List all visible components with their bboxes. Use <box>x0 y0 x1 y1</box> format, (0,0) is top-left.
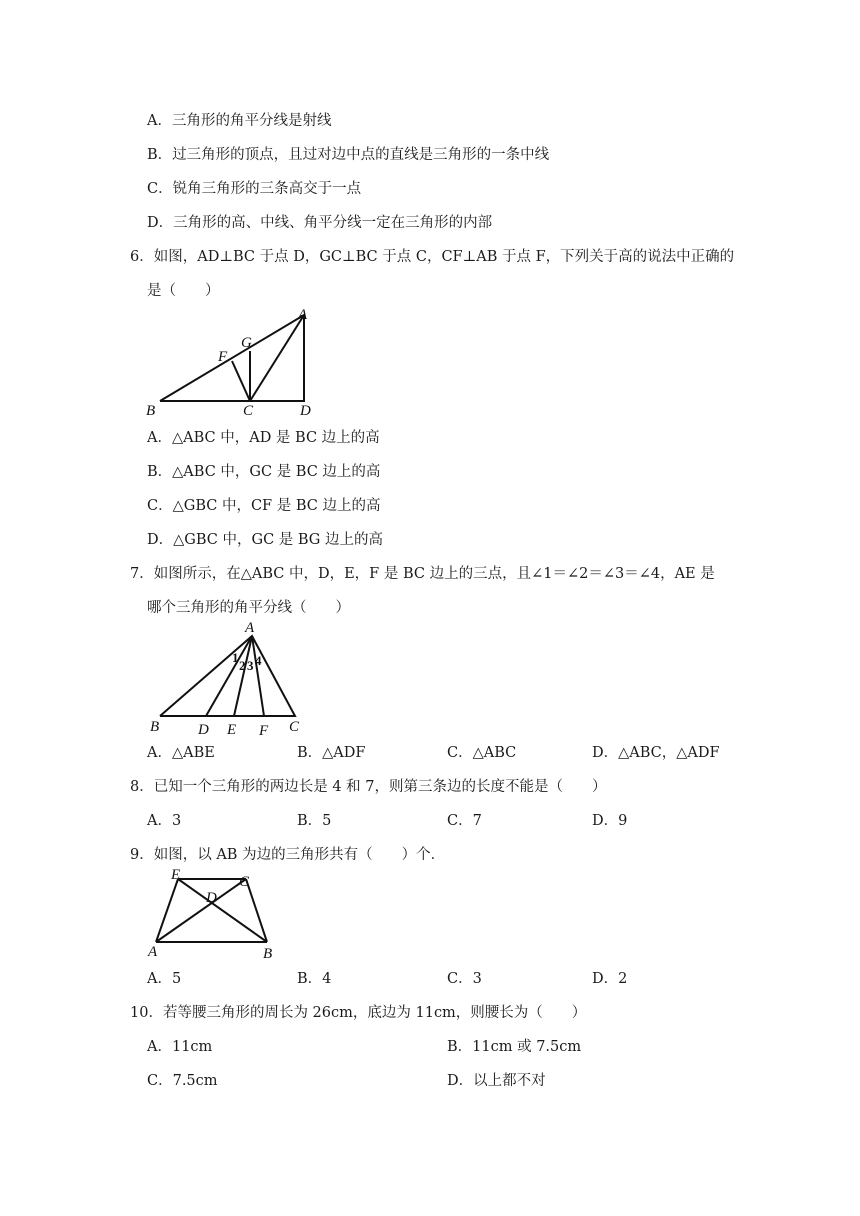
q7-angle-2: 2 <box>239 658 246 673</box>
q7-triangle-abc <box>160 636 295 716</box>
q9-option-b: B．4 <box>297 971 332 987</box>
q7-angle-3: 3 <box>247 658 254 673</box>
q8-option-c: C．7 <box>447 813 482 829</box>
q10-option-d: D．以上都不对 <box>447 1073 546 1089</box>
q9-label-b: B <box>263 946 273 962</box>
q9-segment-ae <box>156 879 178 942</box>
q6-label-b: B <box>146 403 156 419</box>
q7-option-b: B．△ADF <box>297 745 366 761</box>
q6-option-d: D．△GBC 中，GC 是 BG 边上的高 <box>147 532 383 548</box>
q5-option-a: A．三角形的角平分线是射线 <box>147 113 332 129</box>
q6-stem-line2: 是（ ） <box>147 283 220 299</box>
q9-segment-eb <box>178 879 267 942</box>
q8-option-d: D．9 <box>592 813 628 829</box>
q9-stem: 9．如图，以 AB 为边的三角形共有（ ）个． <box>130 847 446 863</box>
q7-label-b: B <box>150 719 160 735</box>
q8-option-a: A．3 <box>147 813 182 829</box>
q9-label-e: E <box>171 867 181 883</box>
q8-option-b: B．5 <box>297 813 332 829</box>
q6-option-a: A．△ABC 中，AD 是 BC 边上的高 <box>147 430 380 446</box>
q7-segment-ad <box>206 636 252 716</box>
q7-label-d: D <box>198 722 209 738</box>
q7-stem-line2: 哪个三角形的角平分线（ ） <box>147 600 350 616</box>
q10-option-a: A．11cm <box>147 1039 213 1055</box>
q7-label-f: F <box>259 723 269 739</box>
q9-option-c: C．3 <box>447 971 482 987</box>
q7-option-d: D．△ABC，△ADF <box>592 745 720 761</box>
q6-label-g: G <box>241 335 252 351</box>
q9-segment-bc <box>246 879 267 942</box>
q6-label-c: C <box>243 403 254 419</box>
q7-option-c: C．△ABC <box>447 745 517 761</box>
q9-segment-ac <box>156 879 246 942</box>
q6-segment-cf <box>232 361 250 401</box>
q9-label-a: A <box>148 944 158 960</box>
q10-option-b: B．11cm 或 7.5cm <box>447 1039 582 1055</box>
q7-stem-line1: 7．如图所示，在△ABC 中，D，E，F 是 BC 边上的三点，且∠1＝∠2＝∠3＝∠4，AE 是 <box>130 566 715 582</box>
q7-figure <box>140 620 320 740</box>
q6-label-d: D <box>300 403 311 419</box>
q7-angle-1: 1 <box>232 650 239 665</box>
q6-figure <box>140 305 330 420</box>
q7-label-a: A <box>245 620 255 636</box>
q8-stem: 8．已知一个三角形的两边长是 4 和 7，则第三条边的长度不能是（ ） <box>130 779 607 795</box>
q7-label-e: E <box>227 722 237 738</box>
q7-option-a: A．△ABE <box>147 745 215 761</box>
q5-option-d: D．三角形的高、中线、角平分线一定在三角形的内部 <box>147 215 493 231</box>
q6-triangle-abd <box>160 315 304 401</box>
q6-option-b: B．△ABC 中，GC 是 BC 边上的高 <box>147 464 381 480</box>
q6-label-a: A <box>298 307 308 323</box>
q6-label-f: F <box>218 349 228 365</box>
q5-option-b: B．过三角形的顶点，且过对边中点的直线是三角形的一条中线 <box>147 147 550 163</box>
q9-figure <box>140 866 290 966</box>
q10-option-c: C．7.5cm <box>147 1073 218 1089</box>
q6-stem-line1: 6．如图，AD⊥BC 于点 D，GC⊥BC 于点 C，CF⊥AB 于点 F，下列关于高的说法中正确的 <box>130 249 735 265</box>
q7-angle-4: 4 <box>255 653 262 668</box>
q5-option-c: C．锐角三角形的三条高交于一点 <box>147 181 362 197</box>
q10-stem: 10．若等腰三角形的周长为 26cm，底边为 11cm，则腰长为（ ） <box>130 1005 587 1021</box>
q9-option-a: A．5 <box>147 971 182 987</box>
q6-segment-ac <box>250 315 304 401</box>
q9-label-d: D <box>206 890 217 906</box>
q6-option-c: C．△GBC 中，CF 是 BC 边上的高 <box>147 498 381 514</box>
q9-option-d: D．2 <box>592 971 628 987</box>
q7-label-c: C <box>289 719 300 735</box>
q9-label-c: C <box>239 874 250 890</box>
